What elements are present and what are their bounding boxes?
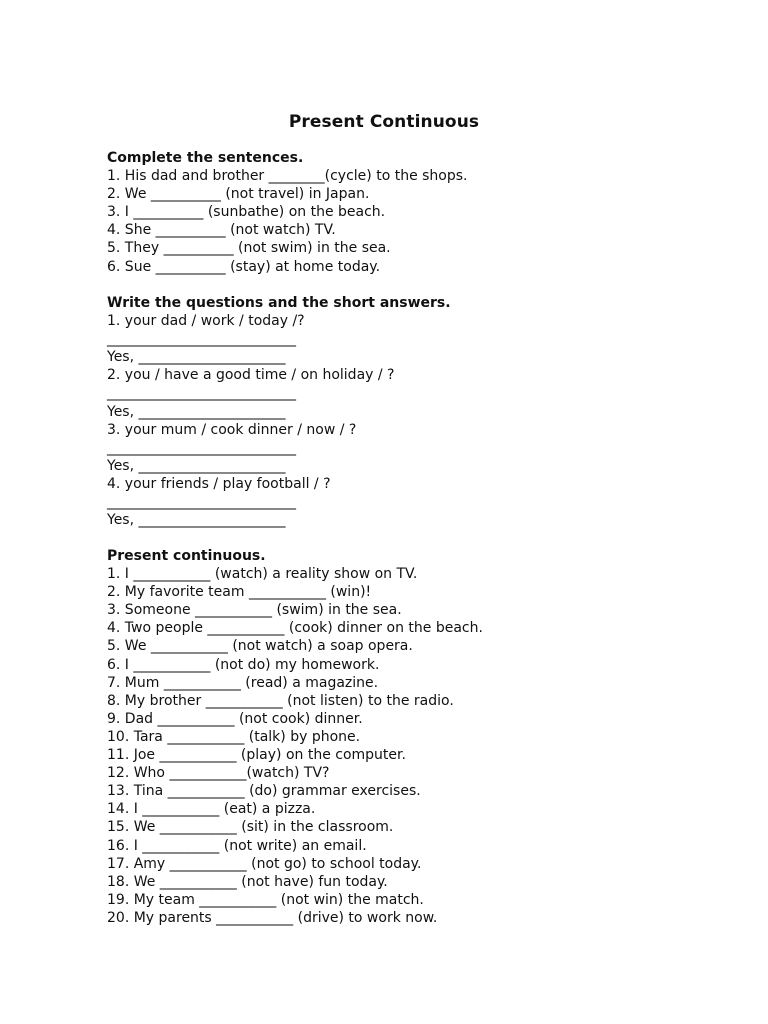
question-line: 1. your dad / work / today /? [107, 313, 305, 330]
exercise-line: 6. Sue __________ (stay) at home today. [107, 258, 381, 275]
exercise-line: 2. We __________ (not travel) in Japan. [107, 186, 370, 203]
exercise-line: 16. I ___________ (not write) an email. [107, 837, 367, 854]
exercise-line: 17. Amy ___________ (not go) to school today. [107, 855, 422, 872]
exercise-line: 10. Tara ___________ (talk) by phone. [107, 728, 361, 745]
exercise-line: 20. My parents ___________ (drive) to work now. [107, 909, 438, 926]
exercise-line: 1. I ___________ (watch) a reality show on TV. [107, 566, 418, 583]
question-line: 4. your friends / play football / ? [107, 475, 331, 492]
section-present-continuous [107, 547, 747, 927]
exercise-line: 11. Joe ___________ (play) on the computer. [107, 747, 406, 764]
short-answer-line: Yes, _____________________ [107, 403, 286, 420]
section-questions-short-answers [107, 294, 747, 529]
page-title: Present Continuous [288, 112, 480, 132]
question-line: 2. you / have a good time / on holiday / ? [107, 367, 395, 384]
short-answer-line: Yes, _____________________ [107, 349, 286, 366]
exercise-line: 5. We ___________ (not watch) a soap opera. [107, 638, 413, 655]
exercise-line: 4. She __________ (not watch) TV. [107, 222, 336, 239]
exercise-line: 14. I ___________ (eat) a pizza. [107, 801, 316, 818]
exercise-line: 3. Someone ___________ (swim) in the sea. [107, 602, 402, 619]
exercise-line: 19. My team ___________ (not win) the match. [107, 891, 424, 908]
exercise-line: 3. I __________ (sunbathe) on the beach. [107, 204, 386, 221]
exercise-line: 18. We ___________ (not have) fun today. [107, 873, 388, 890]
answer-blank-line: ___________________________ [107, 385, 296, 402]
exercise-line: 6. I ___________ (not do) my homework. [107, 656, 380, 673]
section-heading: Complete the sentences. [107, 150, 304, 166]
exercise-line: 8. My brother ___________ (not listen) to the radio. [107, 692, 454, 709]
section-complete-sentences [107, 149, 747, 276]
answer-blank-line: ___________________________ [107, 494, 296, 511]
exercise-line: 15. We ___________ (sit) in the classroom. [107, 819, 394, 836]
exercise-line: 2. My favorite team ___________ (win)! [107, 584, 372, 601]
question-line: 3. your mum / cook dinner / now / ? [107, 421, 357, 438]
exercise-line: 7. Mum ___________ (read) a magazine. [107, 674, 379, 691]
exercise-line: 5. They __________ (not swim) in the sea. [107, 240, 391, 257]
exercise-line: 13. Tina ___________ (do) grammar exercises. [107, 783, 421, 800]
exercise-line: 4. Two people ___________ (cook) dinner on the beach. [107, 620, 483, 637]
short-answer-line: Yes, _____________________ [107, 512, 286, 529]
section-heading: Present continuous. [107, 548, 266, 564]
exercise-line: 1. His dad and brother ________(cycle) to the shops. [107, 168, 468, 185]
short-answer-line: Yes, _____________________ [107, 457, 286, 474]
answer-blank-line: ___________________________ [107, 331, 296, 348]
section-heading: Write the questions and the short answers. [107, 295, 451, 311]
exercise-line: 9. Dad ___________ (not cook) dinner. [107, 710, 363, 727]
answer-blank-line: ___________________________ [107, 439, 296, 456]
exercise-line: 12. Who ___________(watch) TV? [107, 765, 330, 782]
